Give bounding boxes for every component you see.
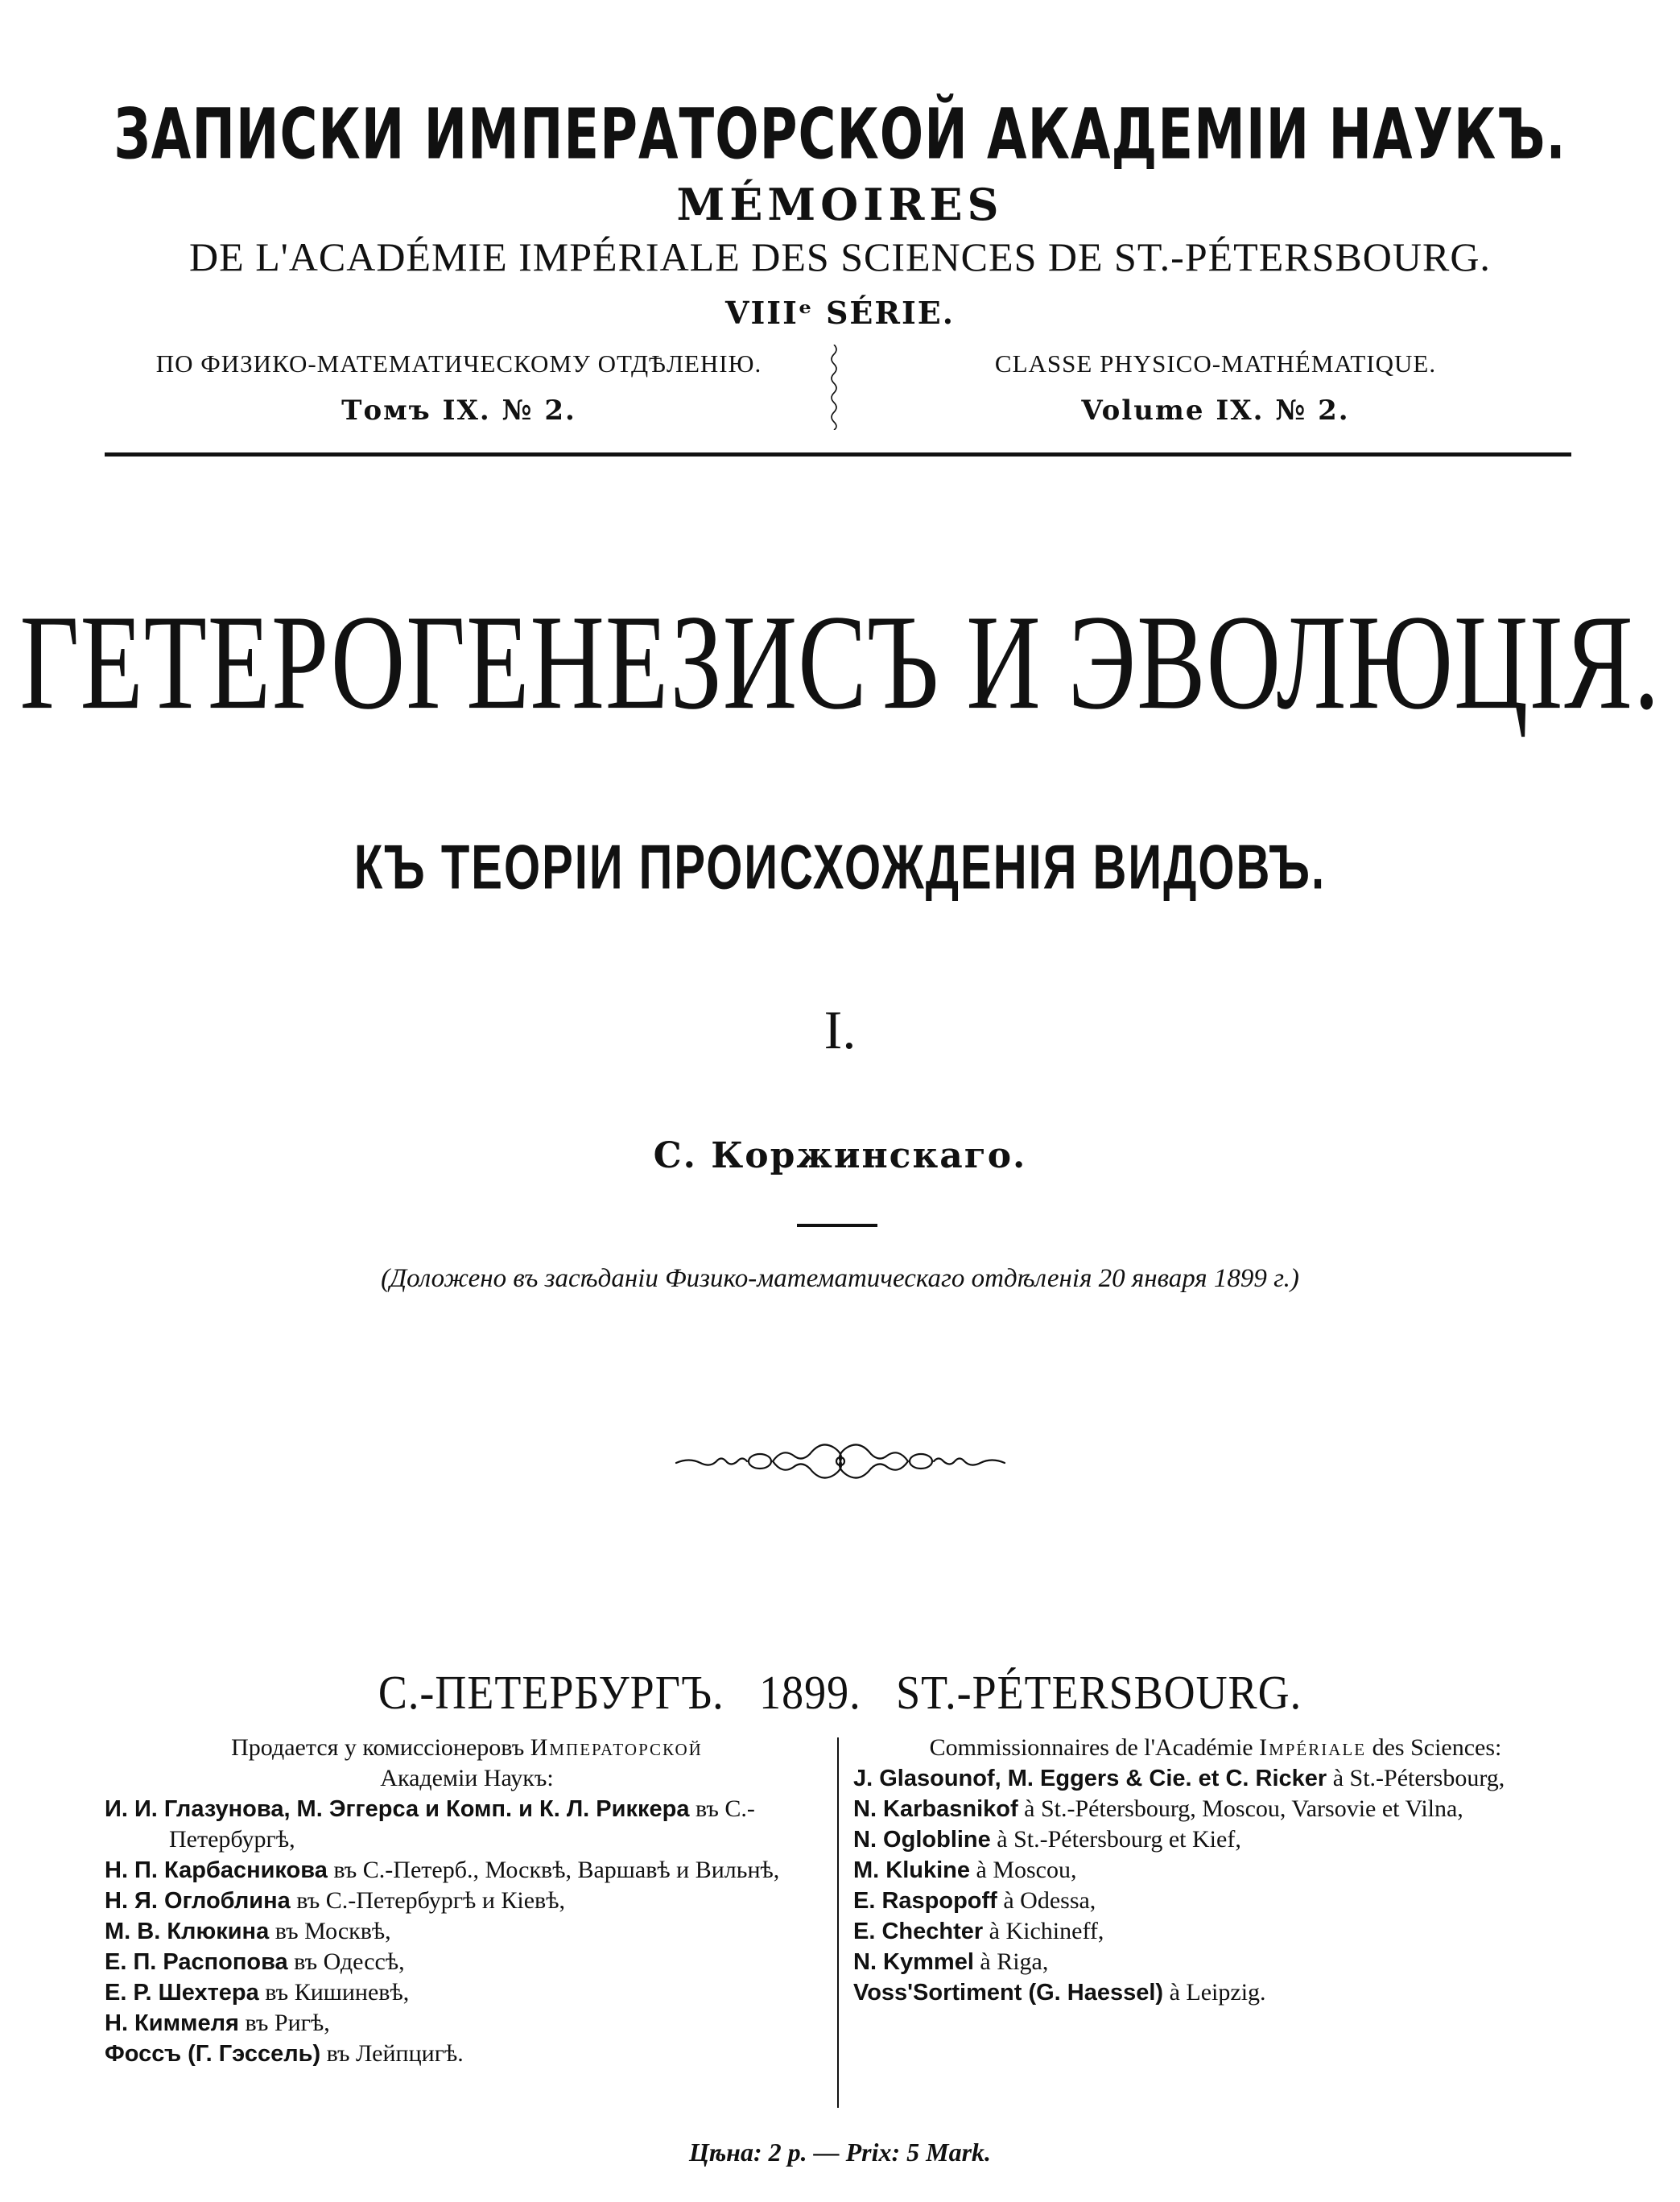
seller-name: М. В. Клюкина bbox=[105, 1919, 270, 1944]
seller-place: въ Ригѣ, bbox=[238, 2010, 330, 2036]
seller-name: E. Chechter bbox=[853, 1919, 984, 1944]
short-rule bbox=[797, 1224, 877, 1227]
seller-place: à Leipzig. bbox=[1163, 1979, 1266, 2006]
seller-name: И. И. Глазунова, М. Эггерса и Комп. и К. Л. Риккера bbox=[105, 1796, 690, 1822]
sellers-fr-heading bbox=[853, 1733, 1578, 1763]
academy-title-fr: DE L'ACADÉMIE IMPÉRIALE DES SCIENCES DE ST.-PÉTERSBOURG. bbox=[189, 234, 1491, 279]
seller-name: J. Glasounof, M. Eggers & Cie. et C. Ricker bbox=[853, 1766, 1327, 1791]
author: С. Коржинскаго. bbox=[653, 1135, 1027, 1176]
city-ru: С.-ПЕТЕРБУРГЪ. bbox=[378, 1666, 724, 1720]
list-item bbox=[853, 1977, 1578, 2008]
list-item bbox=[105, 2008, 829, 2039]
list-item bbox=[853, 1763, 1578, 1794]
imprint-line bbox=[0, 1665, 1680, 1720]
series-label: VIIIᵉ SÉRIE. bbox=[725, 295, 955, 331]
wavy-divider bbox=[828, 345, 840, 430]
sellers-fr-heading-caps: Impériale bbox=[1259, 1734, 1367, 1761]
year: 1899. bbox=[759, 1666, 861, 1720]
memoires-title: MÉMOIRES bbox=[676, 179, 1004, 230]
column-divider bbox=[837, 1737, 839, 2108]
list-item bbox=[853, 1886, 1578, 1916]
seller-name: N. Oglobline bbox=[853, 1827, 991, 1853]
seller-name: Н. Киммеля bbox=[105, 2010, 239, 2036]
seller-place: à St.-Pétersbourg, bbox=[1327, 1765, 1505, 1791]
presentation-note: (Доложено въ засѣданіи Физико-математическаго отдѣленія 20 января 1899 г.) bbox=[381, 1264, 1299, 1293]
list-item bbox=[853, 1916, 1578, 1947]
seller-name: Н. Я. Оглоблина bbox=[105, 1888, 291, 1914]
seller-name: Фоссъ (Г. Гэссель) bbox=[105, 2041, 321, 2067]
price: Цѣна: 2 р. — Prix: 5 Mark. bbox=[688, 2138, 992, 2167]
classe-label-ru: ПО ФИЗИКО-МАТЕМАТИЧЕСКОМУ ОТДѢЛЕНІЮ. bbox=[155, 349, 762, 378]
seller-name: Е. П. Распопова bbox=[105, 1949, 288, 1975]
list-item bbox=[105, 1794, 829, 1855]
seller-place: à Riga, bbox=[973, 1948, 1049, 1975]
list-item bbox=[105, 1947, 829, 1977]
seller-name: N. Karbasnikof bbox=[853, 1796, 1018, 1822]
city-fr: ST.-PÉTERSBOURG. bbox=[896, 1666, 1302, 1720]
seller-name: N. Kymmel bbox=[853, 1949, 974, 1975]
seller-name: Voss'Sortiment (G. Haessel) bbox=[853, 1980, 1164, 2006]
sellers-ru-heading-pre: Продается у комиссіонеровъ bbox=[231, 1734, 530, 1761]
list-item bbox=[105, 1855, 829, 1886]
list-item bbox=[853, 1947, 1578, 1977]
sellers-ru bbox=[105, 1733, 829, 2069]
ornament-divider bbox=[673, 1436, 1008, 1486]
sellers-ru-heading-caps: Императорской bbox=[530, 1734, 703, 1761]
main-title: ГЕТЕРОГЕНЕЗИСЪ И ЭВОЛЮЦІЯ. bbox=[19, 586, 1661, 738]
list-item bbox=[105, 1916, 829, 1947]
seller-place: въ Одессѣ, bbox=[287, 1948, 405, 1975]
seller-name: Н. П. Карбасникова bbox=[105, 1857, 328, 1883]
list-item bbox=[853, 1855, 1578, 1886]
subtitle: КЪ ТЕОРІИ ПРОИСХОЖДЕНІЯ ВИДОВЪ. bbox=[353, 832, 1327, 903]
list-item bbox=[105, 1977, 829, 2008]
list-item bbox=[853, 1794, 1578, 1824]
list-item bbox=[853, 1824, 1578, 1855]
sellers-fr bbox=[853, 1733, 1578, 2008]
seller-place: въ Лейпцигѣ. bbox=[320, 2040, 464, 2067]
header-rule bbox=[105, 452, 1571, 457]
seller-place: à St.-Pétersbourg et Kief, bbox=[990, 1826, 1241, 1853]
seller-place: въ Москвѣ, bbox=[269, 1918, 391, 1944]
seller-place: à Odessa, bbox=[997, 1887, 1096, 1914]
seller-name: E. Raspopoff bbox=[853, 1888, 997, 1914]
sellers-fr-heading-post: des Sciences: bbox=[1366, 1734, 1502, 1761]
seller-place: въ Кишиневѣ, bbox=[258, 1979, 410, 2006]
list-item bbox=[105, 2039, 829, 2069]
seller-place: въ С.-Петербургѣ и Кіевѣ, bbox=[290, 1887, 566, 1914]
classe-label-fr: CLASSE PHYSICO-MATHÉMATIQUE. bbox=[994, 349, 1437, 378]
part-number: I. bbox=[823, 999, 857, 1060]
seller-place: à St.-Pétersbourg, Moscou, Varsovie et Vilna, bbox=[1017, 1795, 1463, 1822]
seller-place: à Moscou, bbox=[970, 1857, 1077, 1883]
seller-name: M. Klukine bbox=[853, 1857, 971, 1883]
volume-label-ru: Томъ IX. № 2. bbox=[341, 395, 576, 427]
sellers-ru-heading-post: Академіи Наукъ: bbox=[380, 1765, 554, 1791]
sellers-ru-heading bbox=[105, 1733, 829, 1794]
seller-place: въ С.-Петерб., Москвѣ, Варшавѣ и Вильнѣ, bbox=[327, 1857, 780, 1883]
seller-place: въ С.-Петербургѣ, bbox=[169, 1795, 755, 1853]
volume-label-fr: Volume IX. № 2. bbox=[1081, 395, 1350, 427]
sellers-fr-heading-pre: Commissionnaires de l'Académie bbox=[929, 1734, 1260, 1761]
academy-title-ru: ЗАПИСКИ ИМПЕРАТОРСКОЙ АКАДЕМІИ НАУКЪ. bbox=[114, 95, 1566, 176]
seller-name: Е. Р. Шехтера bbox=[105, 1980, 259, 2006]
seller-place: à Kichineff, bbox=[983, 1918, 1104, 1944]
list-item bbox=[105, 1886, 829, 1916]
